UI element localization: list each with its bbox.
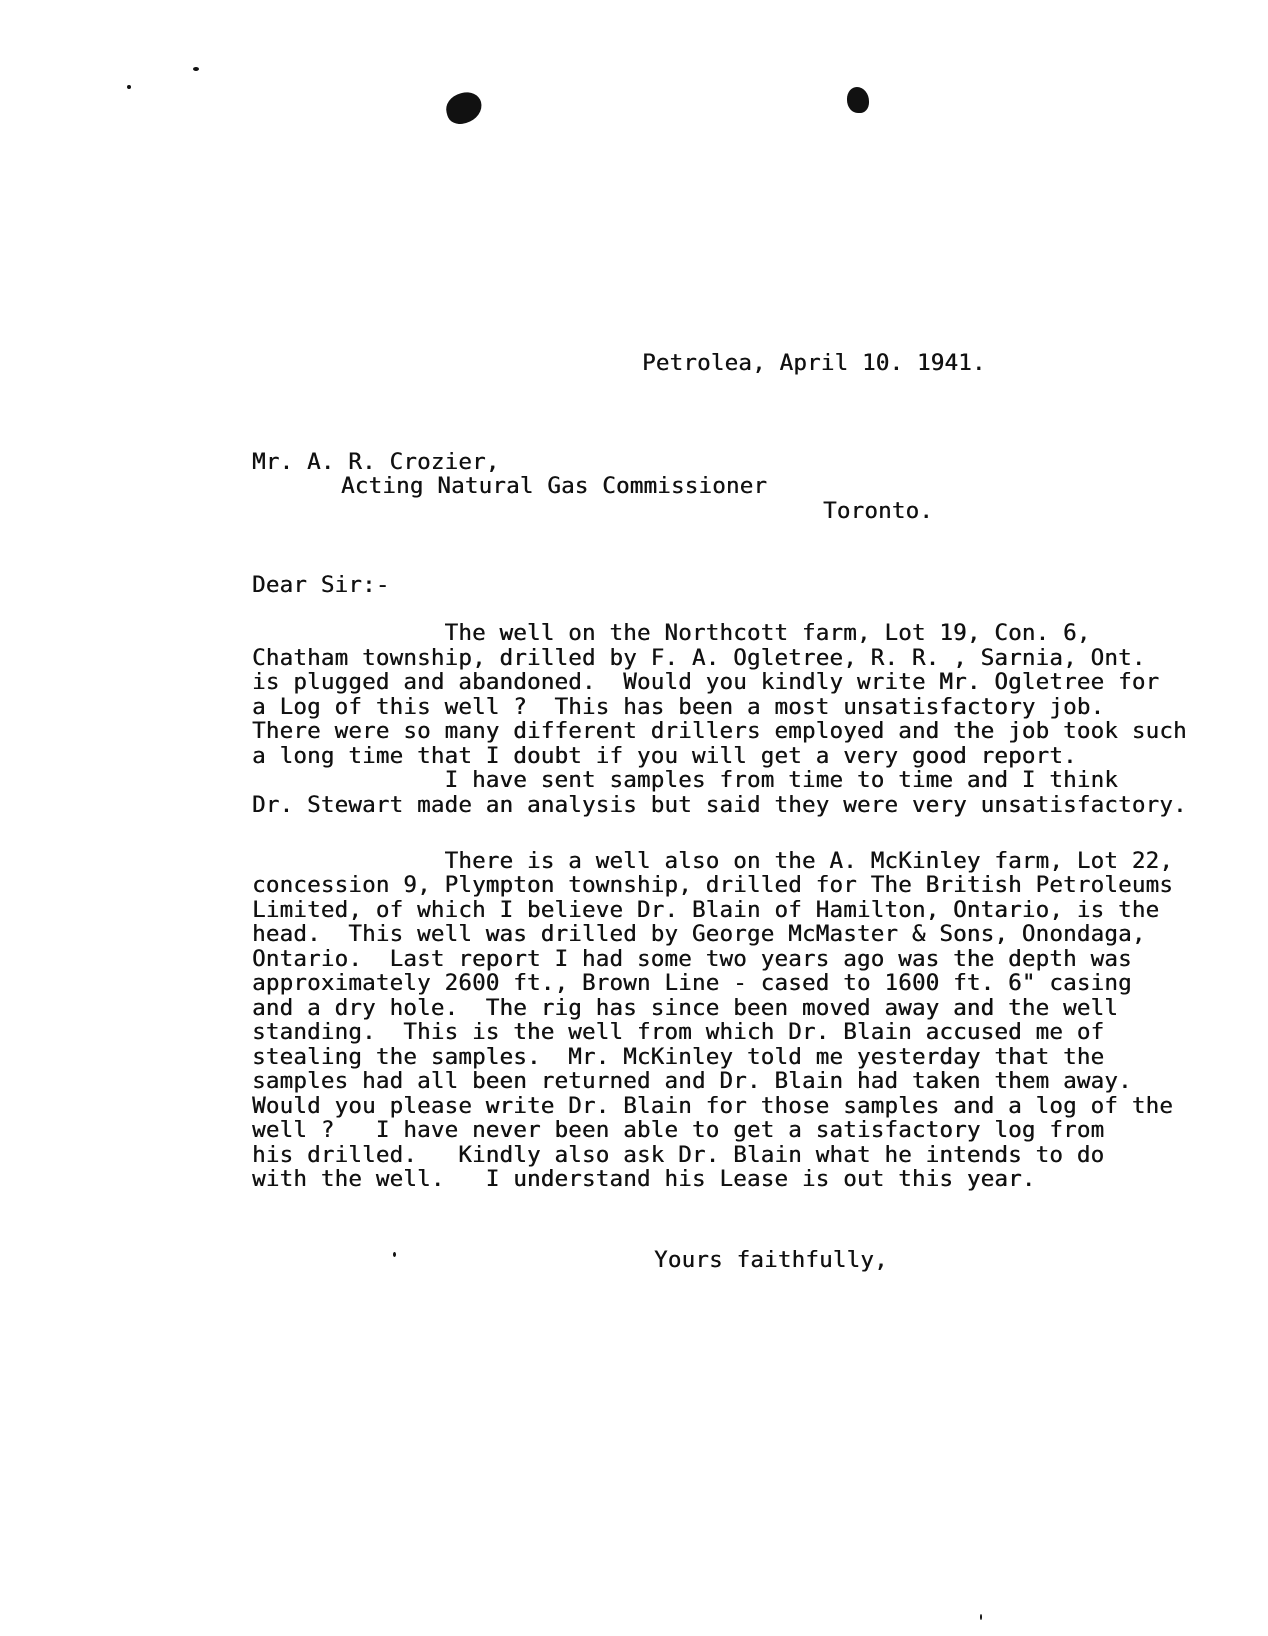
ink-speck	[193, 67, 199, 71]
body-line: head. This well was drilled by George McMaster & Sons, Onondaga,	[252, 921, 1146, 947]
body-line: approximately 2600 ft., Brown Line - cased to 1600 ft. 6" casing	[252, 970, 1132, 996]
body-line: stealing the samples. Mr. McKinley told me yesterday that the	[252, 1044, 1105, 1070]
body-line: Ontario. Last report I had some two years ago was the depth was	[252, 946, 1132, 972]
addressee-city: Toronto.	[823, 498, 933, 524]
salutation: Dear Sir:-	[252, 572, 390, 598]
body-line: is plugged and abandoned. Would you kindly write Mr. Ogletree for	[252, 669, 1160, 695]
body-line: The well on the Northcott farm, Lot 19, Con. 6,	[252, 620, 1091, 646]
body-line: and a dry hole. The rig has since been moved away and the well	[252, 995, 1119, 1021]
body-line: a long time that I doubt if you will get a very good report.	[252, 743, 1077, 769]
body-line: There is a well also on the A. McKinley farm, Lot 22,	[252, 848, 1173, 874]
body-line: with the well. I understand his Lease is out this year.	[252, 1166, 1036, 1192]
ink-blot	[847, 87, 869, 113]
body-line: Dr. Stewart made an analysis but said they were very unsatisfactory.	[252, 792, 1187, 818]
ink-speck	[127, 85, 131, 89]
addressee-name: Mr. A. R. Crozier,	[252, 449, 500, 475]
ink-blot	[443, 89, 486, 127]
body-line: samples had all been returned and Dr. Blain had taken them away.	[252, 1068, 1132, 1094]
body-line: Would you please write Dr. Blain for those samples and a log of the	[252, 1093, 1173, 1119]
body-line: standing. This is the well from which Dr. Blain accused me of	[252, 1019, 1105, 1045]
body-line: Chatham township, drilled by F. A. Ogletree, R. R. , Sarnia, Ont.	[252, 645, 1146, 671]
ink-speck	[980, 1614, 982, 1620]
letter-date: Petrolea, April 10. 1941.	[642, 350, 986, 376]
body-line: I have sent samples from time to time and I think	[252, 767, 1119, 793]
closing: Yours faithfully,	[654, 1247, 888, 1273]
ink-speck	[393, 1252, 396, 1257]
body-line: There were so many different drillers employed and the job took such	[252, 718, 1187, 744]
body-line: well ? I have never been able to get a satisfactory log from	[252, 1117, 1105, 1143]
body-line: Limited, of which I believe Dr. Blain of Hamilton, Ontario, is the	[252, 897, 1160, 923]
addressee-title: Acting Natural Gas Commissioner	[341, 473, 768, 499]
body-line: a Log of this well ? This has been a most unsatisfactory job.	[252, 694, 1105, 720]
body-line: his drilled. Kindly also ask Dr. Blain what he intends to do	[252, 1142, 1105, 1168]
body-line: concession 9, Plympton township, drilled for The British Petroleums	[252, 872, 1173, 898]
